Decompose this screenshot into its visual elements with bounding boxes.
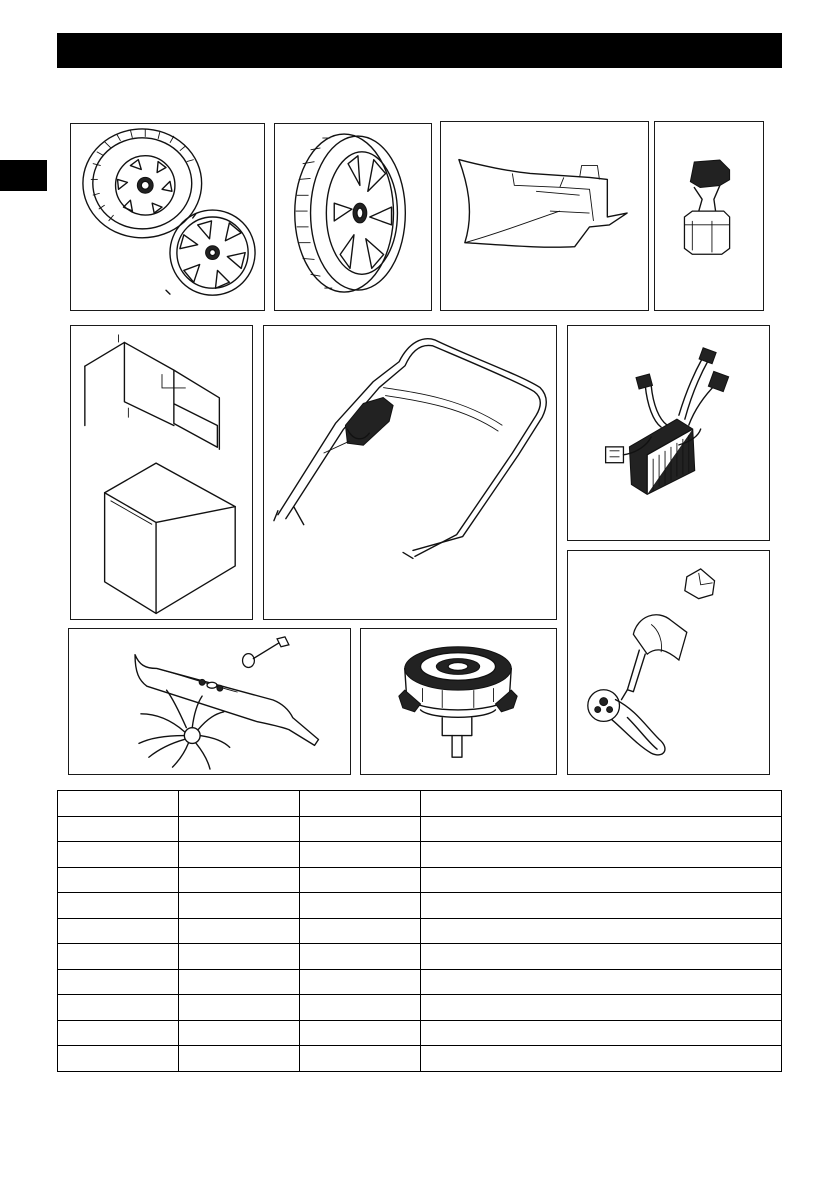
table-cell	[300, 842, 421, 868]
controller-icon	[568, 326, 769, 540]
table-cell	[179, 867, 300, 893]
table-cell	[179, 893, 300, 919]
table-row	[58, 995, 782, 1021]
wheel-icon	[275, 124, 431, 310]
table-cell	[179, 1046, 300, 1072]
table-cell	[300, 867, 421, 893]
table-cell	[421, 995, 782, 1021]
table-cell	[300, 893, 421, 919]
table-cell	[179, 918, 300, 944]
table-cell	[58, 995, 179, 1021]
table-row	[58, 918, 782, 944]
table-cell	[421, 1020, 782, 1046]
motor-icon	[361, 629, 556, 774]
table-cell	[421, 842, 782, 868]
table-cell	[58, 842, 179, 868]
handle-icon	[264, 326, 556, 619]
table-row	[58, 893, 782, 919]
table-cell	[179, 944, 300, 970]
table-cell	[421, 918, 782, 944]
table-cell	[58, 1046, 179, 1072]
table-cell	[421, 1046, 782, 1072]
table-cell	[300, 816, 421, 842]
table-cell	[179, 969, 300, 995]
table-cell	[179, 1020, 300, 1046]
table-cell	[300, 969, 421, 995]
panel-handle-assembly	[263, 325, 557, 620]
table-cell	[58, 791, 179, 817]
table-cell	[421, 816, 782, 842]
lever-icon	[568, 551, 769, 774]
language-side-tab	[0, 160, 47, 191]
table-row	[58, 816, 782, 842]
panel-grass-catcher	[70, 325, 253, 620]
panel-height-adjust-lever	[567, 550, 770, 775]
table-cell	[179, 842, 300, 868]
table-row	[58, 969, 782, 995]
table-cell	[179, 791, 300, 817]
table-cell	[300, 918, 421, 944]
panel-rear-wheel-with-hubcap	[70, 123, 265, 311]
table-row	[58, 791, 782, 817]
table-cell	[179, 816, 300, 842]
safety-key-icon	[655, 122, 763, 310]
table-row	[58, 944, 782, 970]
panel-motor	[360, 628, 557, 775]
table-cell	[58, 969, 179, 995]
table-cell	[58, 893, 179, 919]
table-cell	[58, 1020, 179, 1046]
blade-fan-icon	[69, 629, 350, 774]
table-cell	[58, 867, 179, 893]
panel-safety-key	[654, 121, 764, 311]
table-cell	[421, 791, 782, 817]
table-cell	[421, 944, 782, 970]
panel-mulching-plug	[440, 121, 649, 311]
table-cell	[421, 893, 782, 919]
table-cell	[300, 1020, 421, 1046]
wheel-hubcap-icon	[71, 124, 264, 310]
table-row	[58, 1020, 782, 1046]
table-cell	[58, 918, 179, 944]
panel-front-wheel	[274, 123, 432, 311]
grass-bag-frame-icon	[71, 326, 252, 619]
table-cell	[58, 944, 179, 970]
table-cell	[300, 1046, 421, 1072]
table-row	[58, 842, 782, 868]
table-row	[58, 1046, 782, 1072]
mulch-plug-icon	[441, 122, 648, 310]
panel-controller-wiring	[567, 325, 770, 541]
table-cell	[58, 816, 179, 842]
table-cell	[300, 791, 421, 817]
table-cell	[421, 969, 782, 995]
table-cell	[300, 995, 421, 1021]
table-cell	[421, 867, 782, 893]
panel-blade-and-fan	[68, 628, 351, 775]
table-cell	[179, 995, 300, 1021]
table-cell	[300, 944, 421, 970]
table-row	[58, 867, 782, 893]
section-header-bar	[57, 33, 782, 68]
parts-table	[57, 790, 782, 1072]
